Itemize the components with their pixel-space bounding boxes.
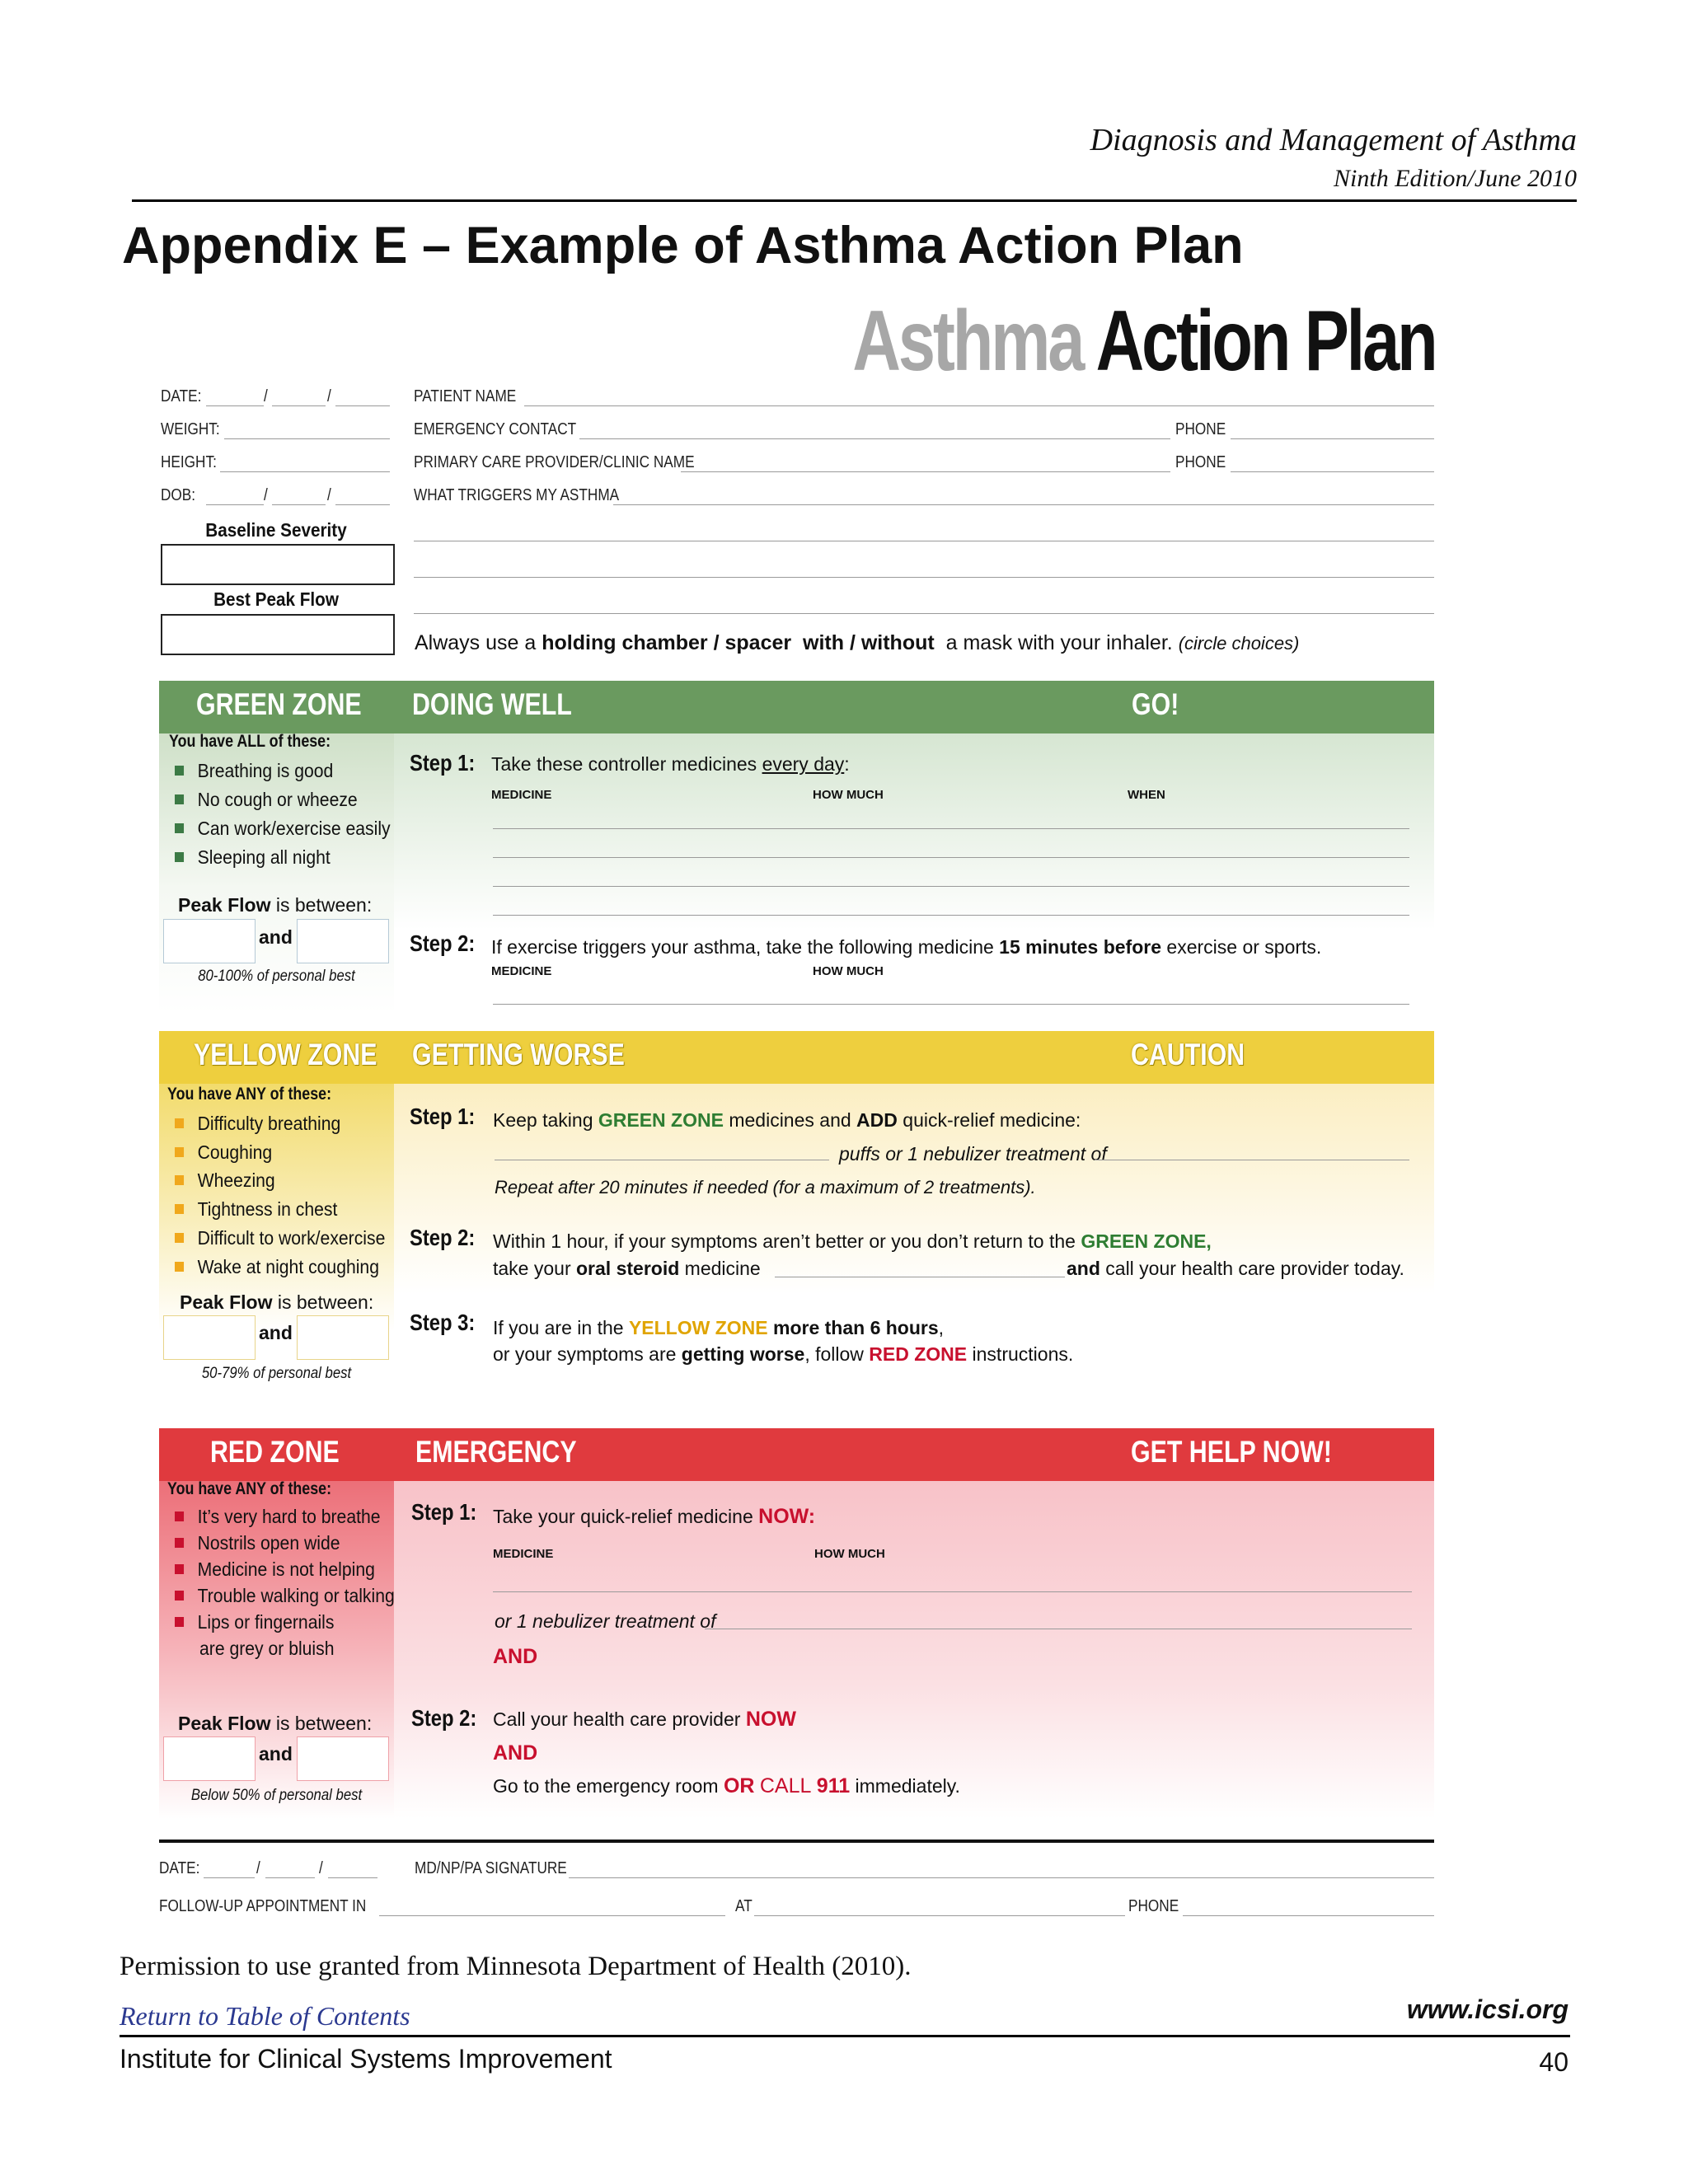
green-zone-action: GO! — [1132, 687, 1179, 721]
sig-date-year[interactable] — [328, 1877, 377, 1878]
col-medicine: MEDICINE — [491, 964, 552, 978]
signature-divider — [159, 1840, 1434, 1843]
sig-date-label: DATE: — [159, 1859, 200, 1877]
peak-flow-percent: 80-100% of personal best — [198, 968, 355, 985]
dob-day-field[interactable] — [272, 504, 326, 505]
symptom-item: Lips or fingernails — [175, 1611, 334, 1633]
peak-flow-min-field[interactable] — [163, 1736, 256, 1781]
date-month-field[interactable] — [206, 405, 264, 406]
medicine-line[interactable] — [493, 886, 1409, 887]
dob-label: DOB: — [161, 486, 196, 504]
plan-title — [853, 293, 1436, 391]
permission-note: Permission to use granted from Minnesota Department of Health (2010). — [120, 1952, 912, 1981]
symptom-item: Nostrils open wide — [175, 1532, 340, 1554]
symptom-item: It’s very hard to breathe — [175, 1506, 381, 1528]
peak-flow-label: Peak Flow is between: — [178, 1713, 373, 1734]
medicine-line[interactable] — [493, 915, 1409, 916]
peak-flow-max-field[interactable] — [297, 1315, 389, 1360]
yellow-zone-action: CAUTION — [1131, 1038, 1245, 1071]
symptom-item: No cough or wheeze — [175, 789, 358, 811]
green-step2-text: If exercise triggers your asthma, take the following medicine 15 minutes before exercise or sports. — [491, 936, 1322, 958]
peak-flow-label: Peak Flow is between: — [178, 894, 373, 916]
yellow-step2-text: Within 1 hour, if your symptoms aren’t better or you don’t return to the GREEN ZONE, — [493, 1230, 1212, 1252]
yellow-step2-text2: take your oral steroid medicine — [493, 1258, 761, 1279]
green-step1-label: Step 1: — [410, 750, 476, 776]
baseline-severity-field[interactable] — [161, 544, 395, 585]
signature-label: MD/NP/PA SIGNATURE — [415, 1859, 567, 1877]
height-label: HEIGHT: — [161, 453, 217, 471]
pcp-field[interactable] — [681, 471, 1170, 472]
peak-flow-percent: 50-79% of personal best — [201, 1365, 352, 1382]
puffs-text: puffs or 1 nebulizer treatment of — [839, 1143, 1107, 1165]
plan-title-word2: Action Plan — [1096, 293, 1436, 389]
green-step2-label: Step 2: — [410, 930, 476, 956]
return-to-toc-link[interactable]: Return to Table of Contents — [120, 2001, 410, 2031]
red-step1-text: Take your quick-relief medicine NOW: — [493, 1505, 816, 1528]
yellow-zone-name: YELLOW ZONE — [194, 1038, 377, 1071]
pcp-label: PRIMARY CARE PROVIDER/CLINIC NAME — [414, 453, 695, 471]
nebulizer-text: or 1 nebulizer treatment of — [495, 1610, 716, 1632]
red-step2-label: Step 2: — [411, 1705, 477, 1731]
green-have-label: You have ALL of these: — [169, 732, 331, 751]
green-step1-text: Take these controller medicines every day: — [491, 753, 850, 775]
pcp-phone-field[interactable] — [1231, 471, 1434, 472]
sig-date-month[interactable] — [204, 1877, 255, 1878]
phone-label: PHONE — [1128, 1897, 1179, 1915]
symptom-item-cont: are grey or bluish — [199, 1638, 335, 1659]
bullet-icon — [175, 1175, 184, 1185]
bullet-icon — [175, 1564, 184, 1574]
height-field[interactable] — [220, 471, 390, 472]
col-how-much: HOW MUCH — [813, 964, 884, 978]
bullet-icon — [175, 1617, 184, 1627]
date-year-field[interactable] — [335, 405, 390, 406]
bullet-icon — [175, 1591, 184, 1601]
peak-flow-min-field[interactable] — [163, 1315, 256, 1360]
yellow-step1-label: Step 1: — [410, 1104, 476, 1129]
yellow-zone-status: GETTING WORSE — [412, 1038, 625, 1071]
followup-field[interactable] — [379, 1915, 725, 1916]
and-label: and — [259, 1743, 293, 1765]
symptom-item: Difficult to work/exercise — [175, 1227, 385, 1249]
symptom-item: Breathing is good — [175, 760, 333, 782]
date-sep: / — [256, 1859, 260, 1877]
peak-flow-max-field[interactable] — [297, 919, 389, 963]
symptom-item: Wake at night coughing — [175, 1256, 379, 1278]
medicine-line[interactable] — [493, 828, 1409, 829]
spacer-choice-device[interactable]: holding chamber / spacer — [542, 631, 792, 654]
emergency-contact-field[interactable] — [579, 438, 1170, 439]
bullet-icon — [175, 1538, 184, 1548]
institute-name: Institute for Clinical Systems Improvement — [120, 2044, 612, 2074]
bullet-icon — [175, 1118, 184, 1128]
weight-label: WEIGHT: — [161, 420, 220, 438]
emergency-phone-field[interactable] — [1231, 438, 1434, 439]
best-peak-flow-field[interactable] — [161, 614, 395, 655]
red-have-label: You have ANY of these: — [167, 1479, 332, 1498]
patient-name-field[interactable] — [524, 405, 1434, 406]
date-sep: / — [264, 387, 268, 405]
plan-title-word1: Asthma — [852, 293, 1083, 389]
peak-flow-max-field[interactable] — [297, 1736, 389, 1781]
and-label: AND — [493, 1741, 538, 1765]
at-field[interactable] — [754, 1915, 1125, 1916]
peak-flow-min-field[interactable] — [163, 919, 256, 963]
red-step1-label: Step 1: — [411, 1499, 477, 1525]
medicine-line[interactable] — [493, 1004, 1409, 1005]
date-sep: / — [327, 486, 331, 504]
and-label: and — [259, 1322, 293, 1343]
emergency-contact-label: EMERGENCY CONTACT — [414, 420, 577, 438]
spacer-text: a mask with your inhaler. — [945, 631, 1173, 654]
page-number: 40 — [1539, 2047, 1568, 2077]
col-when: WHEN — [1128, 788, 1165, 802]
header-divider — [132, 199, 1577, 202]
best-peak-flow-label: Best Peak Flow — [213, 588, 339, 610]
yellow-step3-text2: or your symptoms are getting worse, follow RED ZONE instructions. — [493, 1343, 1074, 1365]
date-sep: / — [264, 486, 268, 504]
red-zone-action: GET HELP NOW! — [1131, 1435, 1332, 1469]
yellow-step3-label: Step 3: — [410, 1310, 476, 1335]
date-sep: / — [319, 1859, 323, 1877]
symptom-item: Tightness in chest — [175, 1198, 337, 1221]
page-title: Appendix E – Example of Asthma Action Plan — [122, 217, 1244, 274]
yellow-step1-text: Keep taking GREEN ZONE medicines and ADD quick-relief medicine: — [493, 1109, 1081, 1131]
at-label: AT — [735, 1897, 753, 1915]
symptom-item: Medicine is not helping — [175, 1558, 375, 1581]
footer-divider — [120, 2035, 1570, 2037]
col-how-much: HOW MUCH — [814, 1547, 885, 1561]
sig-date-day[interactable] — [265, 1877, 315, 1878]
followup-label: FOLLOW-UP APPOINTMENT IN — [159, 1897, 367, 1915]
spacer-note: (circle choices) — [1178, 633, 1300, 654]
peak-flow-percent: Below 50% of personal best — [190, 1787, 363, 1804]
red-zone-status: EMERGENCY — [415, 1435, 577, 1469]
signature-field[interactable] — [569, 1877, 1434, 1878]
edition-label: Ninth Edition/June 2010 — [1334, 165, 1577, 192]
symptom-item: Trouble walking or talking — [175, 1585, 395, 1607]
green-zone-name: GREEN ZONE — [196, 687, 362, 721]
col-how-much: HOW MUCH — [813, 788, 884, 802]
dob-year-field[interactable] — [335, 504, 390, 505]
medicine-line[interactable] — [493, 1591, 1412, 1592]
dob-month-field[interactable] — [206, 504, 264, 505]
symptom-item: Wheezing — [175, 1169, 275, 1192]
red-step2-text: Call your health care provider NOW — [493, 1708, 796, 1731]
bullet-icon — [175, 1147, 184, 1157]
date-day-field[interactable] — [272, 405, 326, 406]
triggers-field[interactable] — [613, 504, 1434, 505]
followup-phone-field[interactable] — [1183, 1915, 1434, 1916]
spacer-instruction — [415, 631, 1299, 655]
site-url[interactable]: www.icsi.org — [1406, 1994, 1568, 2024]
col-medicine: MEDICINE — [493, 1547, 554, 1561]
and-label: AND — [493, 1645, 538, 1668]
bullet-icon — [175, 823, 184, 833]
document-title: Diagnosis and Management of Asthma — [1090, 123, 1577, 157]
yellow-have-label: You have ANY of these: — [167, 1085, 332, 1104]
bullet-icon — [175, 852, 184, 862]
symptom-item: Sleeping all night — [175, 846, 331, 869]
yellow-step2-text3: and call your health care provider today. — [1067, 1258, 1404, 1279]
peak-flow-label: Peak Flow is between: — [180, 1291, 374, 1313]
bullet-icon — [175, 794, 184, 804]
bullet-icon — [175, 1511, 184, 1521]
weight-field[interactable] — [224, 438, 390, 439]
bullet-icon — [175, 1233, 184, 1243]
baseline-severity-label: Baseline Severity — [205, 519, 347, 541]
date-sep: / — [327, 387, 331, 405]
triggers-label: WHAT TRIGGERS MY ASTHMA — [414, 486, 620, 504]
bullet-icon — [175, 766, 184, 776]
symptom-item: Coughing — [175, 1141, 272, 1164]
col-medicine: MEDICINE — [491, 788, 552, 802]
red-step2-go: Go to the emergency room OR CALL 911 immediately. — [493, 1774, 960, 1797]
spacer-choice-mask[interactable]: with / without — [803, 631, 935, 654]
spacer-text: Always use a — [415, 631, 537, 654]
yellow-step3-text: If you are in the YELLOW ZONE more than 6 hours, — [493, 1317, 945, 1338]
date-label: DATE: — [161, 387, 202, 405]
repeat-text: Repeat after 20 minutes if needed (for a maximum of 2 treatments). — [495, 1177, 1036, 1197]
bullet-icon — [175, 1204, 184, 1214]
phone-label: PHONE — [1175, 453, 1226, 471]
phone-label: PHONE — [1175, 420, 1226, 438]
red-zone-name: RED ZONE — [210, 1435, 340, 1469]
yellow-step2-label: Step 2: — [410, 1225, 476, 1250]
medicine-line[interactable] — [493, 857, 1409, 858]
green-zone-status: DOING WELL — [412, 687, 572, 721]
triggers-field-line[interactable] — [414, 577, 1434, 578]
symptom-item: Difficulty breathing — [175, 1113, 340, 1135]
triggers-field-line[interactable] — [414, 613, 1434, 614]
patient-name-label: PATIENT NAME — [414, 387, 517, 405]
symptom-item: Can work/exercise easily — [175, 818, 391, 840]
and-label: and — [259, 926, 293, 948]
bullet-icon — [175, 1262, 184, 1272]
